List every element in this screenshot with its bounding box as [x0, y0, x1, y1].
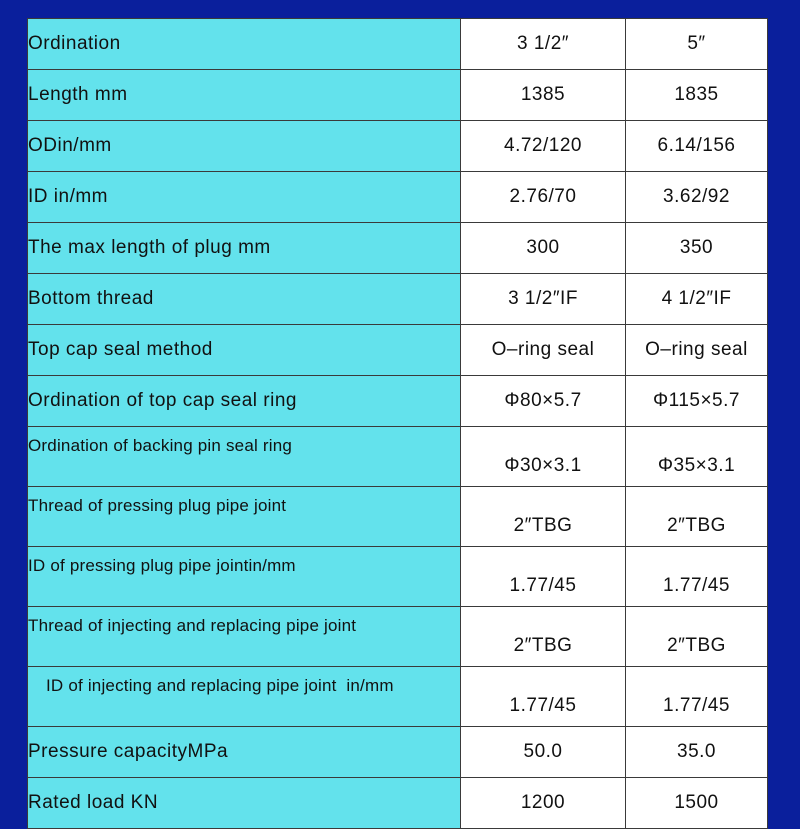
row-label: Length mm	[28, 70, 461, 121]
row-label: Thread of injecting and replacing pipe joint	[28, 607, 461, 667]
value-cell: 5″	[626, 19, 768, 70]
value-cell: 4.72/120	[461, 121, 626, 172]
table-row	[28, 19, 768, 70]
value-cell: 3 1/2″	[461, 19, 626, 70]
value-cell: 2″TBG	[461, 607, 626, 667]
value-cell: 1.77/45	[461, 667, 626, 727]
value-cell: 2.76/70	[461, 172, 626, 223]
table-row	[28, 487, 768, 547]
row-label: Ordination of backing pin seal ring	[28, 427, 461, 487]
value-cell: 6.14/156	[626, 121, 768, 172]
table-row	[28, 778, 768, 829]
value-cell: 1.77/45	[461, 547, 626, 607]
row-label: Bottom thread	[28, 274, 461, 325]
row-label: Rated load KN	[28, 778, 461, 829]
value-cell: Φ115×5.7	[626, 376, 768, 427]
table-row	[28, 607, 768, 667]
value-cell: 1.77/45	[626, 547, 768, 607]
value-cell: 3 1/2″IF	[461, 274, 626, 325]
value-cell: 2″TBG	[461, 487, 626, 547]
value-cell: 300	[461, 223, 626, 274]
value-cell: 1835	[626, 70, 768, 121]
table-row	[28, 325, 768, 376]
table-row	[28, 70, 768, 121]
value-cell: O–ring seal	[461, 325, 626, 376]
value-cell: 35.0	[626, 727, 768, 778]
table-row	[28, 223, 768, 274]
value-cell: Φ30×3.1	[461, 427, 626, 487]
row-label: Top cap seal method	[28, 325, 461, 376]
value-cell: 350	[626, 223, 768, 274]
table-row	[28, 427, 768, 487]
row-label: ODin/mm	[28, 121, 461, 172]
value-cell: Φ35×3.1	[626, 427, 768, 487]
value-cell: 1.77/45	[626, 667, 768, 727]
table-row	[28, 727, 768, 778]
value-cell: 50.0	[461, 727, 626, 778]
row-label: Pressure capacityMPa	[28, 727, 461, 778]
value-cell: 1200	[461, 778, 626, 829]
spec-table-frame	[27, 18, 767, 813]
table-row	[28, 274, 768, 325]
row-label: Ordination of top cap seal ring	[28, 376, 461, 427]
row-label: ID of pressing plug pipe jointin/mm	[28, 547, 461, 607]
value-cell: 1500	[626, 778, 768, 829]
row-label: Ordination	[28, 19, 461, 70]
value-cell: O–ring seal	[626, 325, 768, 376]
table-row	[28, 547, 768, 607]
value-cell: 2″TBG	[626, 487, 768, 547]
value-cell: Φ80×5.7	[461, 376, 626, 427]
row-label: Thread of pressing plug pipe joint	[28, 487, 461, 547]
table-row	[28, 667, 768, 727]
row-label: ID of injecting and replacing pipe joint in/mm	[28, 667, 461, 727]
value-cell: 4 1/2″IF	[626, 274, 768, 325]
value-cell: 3.62/92	[626, 172, 768, 223]
row-label: The max length of plug mm	[28, 223, 461, 274]
table-row	[28, 376, 768, 427]
value-cell: 2″TBG	[626, 607, 768, 667]
specification-table	[27, 18, 768, 829]
table-row	[28, 121, 768, 172]
value-cell: 1385	[461, 70, 626, 121]
row-label: ID in/mm	[28, 172, 461, 223]
table-row	[28, 172, 768, 223]
